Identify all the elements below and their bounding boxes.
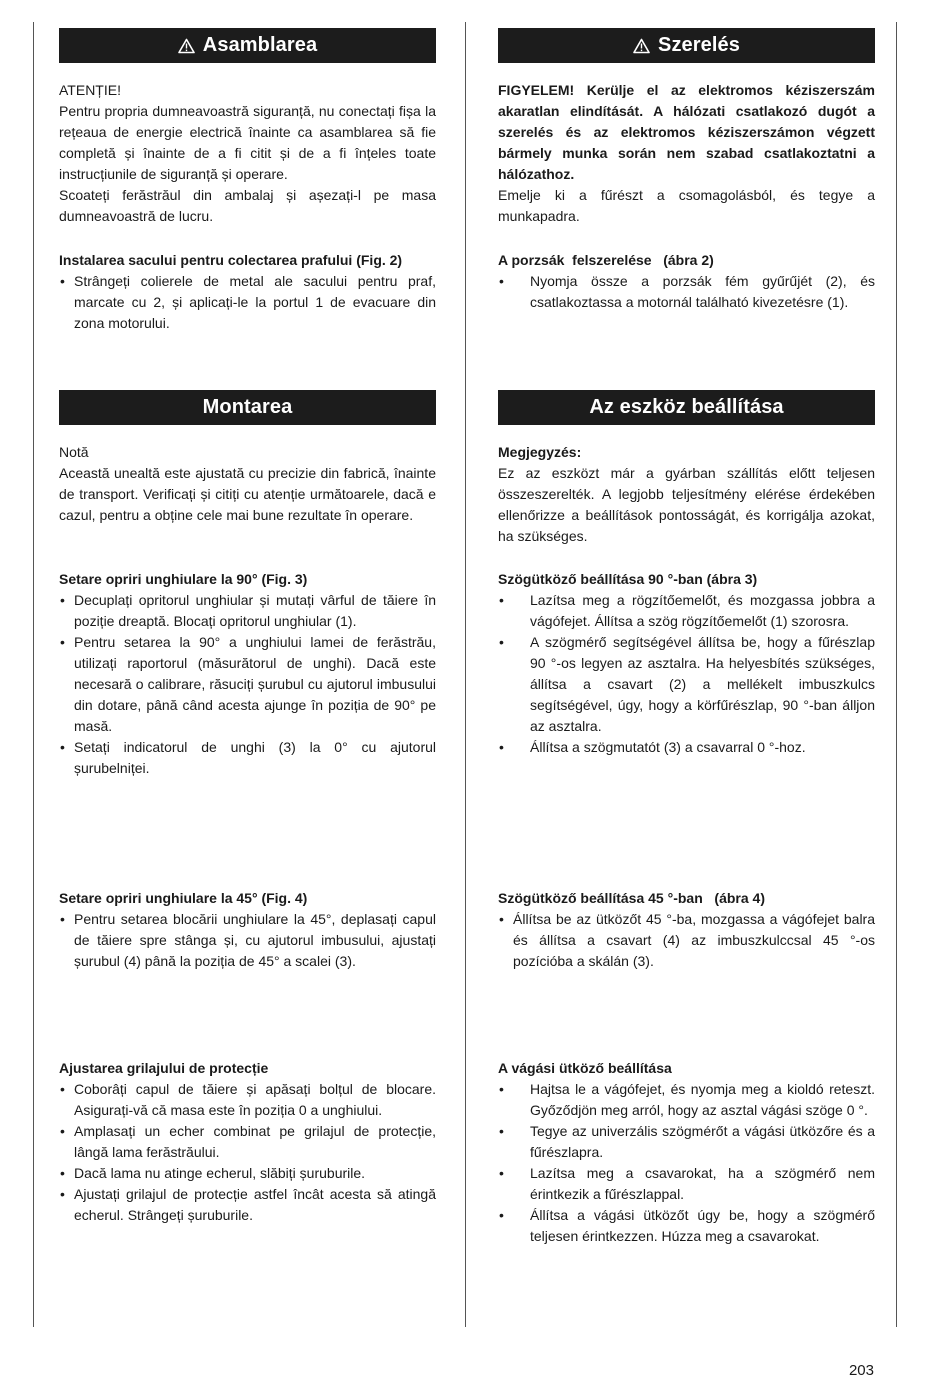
list-item: • Lazítsa meg a csavarokat, ha a szögmérő nem érintkezik a fűrészlappal. — [498, 1163, 875, 1205]
ro-mounting-note — [59, 442, 436, 526]
ro-mounting-section — [59, 390, 436, 425]
ro-dust-bag-title: Instalarea sacului pentru colectarea prafului (Fig. 2) — [59, 252, 403, 268]
hu-setup-title: Az eszköz beállítása — [589, 396, 784, 418]
list-item: • Hajtsa le a vágófejet, és nyomja meg a kioldó reteszt. Győződjön meg arról, hogy az asztal vágási szöge 0 °. — [498, 1079, 875, 1121]
hu-dust-bag-list — [498, 271, 875, 313]
list-item: • Állítsa be az ütközőt 45 °-ba, mozgassa a vágófejet balra és állítsa a csavart (4) az imbuszkulccsal 45 °-os pozícióba a skálán (3). — [498, 909, 875, 972]
hu-dust-bag-title: A porzsák felszerelése (ábra 2) — [498, 252, 714, 268]
list-item: • Lazítsa meg a rögzítőemelőt, és mozgassa jobbra a vágófejet. Állítsa a szög rögzítőemelőt (1) szorosra. — [498, 590, 875, 632]
list-item: • Coborâți capul de tăiere și apăsați bolțul de blocare. Asigurați-vă că masa este în poziția 0 a unghiului. — [59, 1079, 436, 1121]
list-item: • Setați indicatorul de unghi (3) la 0° cu ajutorul șurubelniței. — [59, 737, 436, 779]
ro-90-list — [59, 590, 436, 779]
ro-45-block — [59, 888, 436, 972]
hu-guard-list — [498, 1079, 875, 1247]
ro-notice-text: Pentru propria dumneavoastră siguranță, nu conectați fișa la rețeaua de energie electrică înainte ca asamblarea să fie completă și înainte de a fi citit și de a fi înțeles toate instrucțiunile de siguranță și operare. — [59, 103, 436, 182]
ro-notice-label: ATENȚIE! — [59, 82, 121, 98]
ro-unpack-text: Scoateți ferăstrăul din ambalaj și așezați-l pe masa dumneavoastră de lucru. — [59, 187, 436, 224]
hu-dust-bag-block — [498, 250, 875, 313]
right-margin-rule — [896, 22, 897, 1327]
ro-assembly-header — [59, 28, 436, 63]
ro-assembly-section — [59, 28, 436, 63]
ro-mounting-title: Montarea — [202, 396, 293, 418]
list-item: • Dacă lama nu atinge echerul, slăbiți șuruburile. — [59, 1163, 436, 1184]
hu-45-list — [498, 909, 875, 972]
warning-triangle-icon — [178, 38, 195, 54]
list-item: • Decuplați opritorul unghiular și mutați vârful de tăiere în poziție dreaptă. Blocați opritorul unghiular (1). — [59, 590, 436, 632]
hu-90-list — [498, 590, 875, 758]
page-number: 203 — [848, 1362, 874, 1379]
list-item: • Amplasați un echer combinat pe grilajul de protecție, lângă lama ferăstrăului. — [59, 1121, 436, 1163]
hu-note-text: Ez az eszközt már a gyárban szállítás előtt teljesen összeszerelték. A legjobb teljesítmény elérése érdekében ellenőrizze a beállítások pontosságát, és korrigálja azokat, ha szükséges. — [498, 465, 875, 544]
hu-90-block — [498, 569, 875, 758]
hu-setup-section — [498, 390, 875, 425]
list-item: • Ajustați grilajul de protecție astfel încât acesta să atingă echerul. Strângeți șuruburile. — [59, 1184, 436, 1226]
ro-guard-title: Ajustarea grilajului de protecție — [59, 1060, 269, 1076]
list-item: • Állítsa a szögmutatót (3) a csavarral 0 °-hoz. — [498, 737, 875, 758]
center-rule — [465, 22, 466, 1327]
ro-dust-bag-block — [59, 250, 436, 334]
hu-note-label: Megjegyzés: — [498, 444, 582, 460]
hu-45-block — [498, 888, 875, 972]
ro-mounting-header — [59, 390, 436, 425]
hu-warning-text: FIGYELEM! Kerülje el az elektromos kéziszerszám akaratlan elindítását. A hálózati csatlakozó dugót a szerelés és az elektromos kéziszerszámon végzett bármely munka során nem szabad csatlakoztatni a hálózathoz. — [498, 82, 875, 182]
warning-triangle-icon — [633, 38, 650, 54]
hu-45-title: Szögütköző beállítása 45 °-ban (ábra 4) — [498, 890, 765, 906]
list-item: • Strângeți colierele de metal ale sacului pentru praf, marcate cu 2, și aplicați-le la portul 1 de evacuare din zona motorului. — [59, 271, 436, 334]
ro-note-text: Această unealtă este ajustată cu precizie din fabrică, înainte de transport. Verificați și citiți cu atenție următoarele, dacă e cazul, pentru a obține cele mai bune rezultate în operare. — [59, 465, 436, 523]
hu-assembly-body — [498, 80, 875, 227]
hu-unpack-text: Emelje ki a fűrészt a csomagolásból, és tegye a munkapadra. — [498, 187, 875, 224]
ro-90-title: Setare opriri unghiulare la 90° (Fig. 3) — [59, 571, 308, 587]
hu-assembly-header — [498, 28, 875, 63]
list-item: • Nyomja össze a porzsák fém gyűrűjét (2), és csatlakoztassa a motornál található kivezetésre (1). — [498, 271, 875, 313]
hu-guard-title: A vágási ütköző beállítása — [498, 1060, 672, 1076]
list-item: • Pentru setarea la 90° a unghiului lamei de ferăstrău, utilizați raportorul (măsurătorul de unghi). Dacă este necesară o calibrare, răsuciți șurubul cu ajutorul imbusului din dotare, până când acesta ajunge în poziția de 90° pe masă. — [59, 632, 436, 737]
hu-guard-block — [498, 1058, 875, 1247]
hu-90-title: Szögütköző beállítása 90 °-ban (ábra 3) — [498, 571, 758, 587]
hu-assembly-title: Szerelés — [658, 34, 740, 56]
ro-45-list — [59, 909, 436, 972]
ro-dust-bag-list — [59, 271, 436, 334]
list-item: • A szögmérő segítségével állítsa be, hogy a fűrészlap 90 °-os legyen az asztalra. Ha helyesbítés szükséges, állítsa a csavart (2) a mellékelt imbuszkulcs segítségével, úgy, hogy a körfűrészlap, 90 °-ban álljon az asztalra. — [498, 632, 875, 737]
ro-guard-list — [59, 1079, 436, 1226]
ro-guard-block — [59, 1058, 436, 1226]
ro-90-block — [59, 569, 436, 779]
list-item: • Pentru setarea blocării unghiulare la 45°, deplasați capul de tăiere spre stânga și, cu ajutorul imbusului, ajustați șurubul (4) până la poziția de 45° a scalei (3). — [59, 909, 436, 972]
hu-setup-note — [498, 442, 875, 547]
ro-note-label: Notă — [59, 444, 89, 460]
hu-setup-header — [498, 390, 875, 425]
left-margin-rule — [33, 22, 34, 1327]
ro-assembly-body — [59, 80, 436, 227]
ro-assembly-title: Asamblarea — [202, 34, 318, 56]
list-item: • Tegye az univerzális szögmérőt a vágási ütközőre és a fűrészlapra. — [498, 1121, 875, 1163]
ro-45-title: Setare opriri unghiulare la 45° (Fig. 4) — [59, 890, 308, 906]
hu-assembly-section — [498, 28, 875, 63]
list-item: • Állítsa a vágási ütközőt úgy be, hogy a szögmérő teljesen érintkezzen. Húzza meg a csavarokat. — [498, 1205, 875, 1247]
